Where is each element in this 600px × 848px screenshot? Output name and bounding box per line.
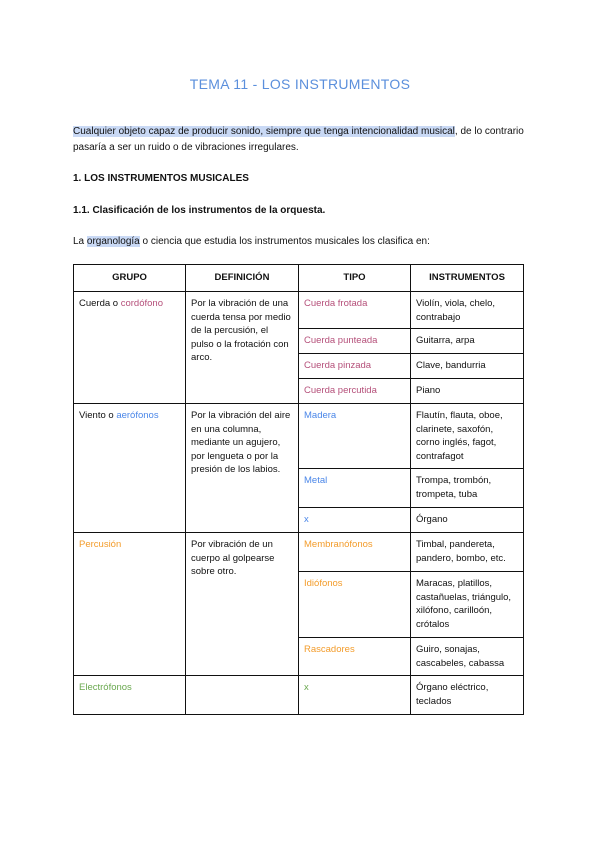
table-header-row: [74, 265, 524, 292]
highlighted-text: Cualquier objeto capaz de producir sonido, siempre que tenga intencionalidad musical: [73, 126, 455, 137]
definition-cell: Por vibración de un cuerpo al golpearse sobre otro.: [186, 533, 299, 676]
highlighted-term: organología: [86, 236, 140, 247]
lead-after: o ciencia que estudia los instrumentos musicales los clasifica en:: [139, 236, 430, 247]
type-cell: Metal: [299, 469, 411, 508]
type-cell: x: [299, 676, 411, 715]
definition-cell: [186, 676, 299, 715]
type-cell: x: [299, 508, 411, 533]
table-row: [74, 404, 524, 469]
lead-paragraph: [73, 234, 533, 250]
instruments-cell: Maracas, platillos, castañuelas, triángulo, xilófono, carilloón, crótalos: [411, 572, 524, 638]
group-prefix: Viento o: [79, 410, 117, 421]
type-cell: Madera: [299, 404, 411, 469]
instruments-cell: Órgano eléctrico, teclados: [411, 676, 524, 715]
instruments-cell: Timbal, pandereta, pandero, bombo, etc.: [411, 533, 524, 572]
type-cell: Cuerda percutida: [299, 379, 411, 404]
instruments-cell: Guiro, sonajas, cascabeles, cabassa: [411, 638, 524, 676]
type-cell: Cuerda punteada: [299, 329, 411, 354]
instruments-cell: Piano: [411, 379, 524, 404]
instruments-cell: Órgano: [411, 508, 524, 533]
definition-cell: Por la vibración del aire en una columna, mediante un agujero, por lengueta o por la presión de los labios.: [186, 404, 299, 533]
lead-before: La: [73, 236, 87, 247]
table-row: [74, 533, 524, 572]
header-instrumentos: INSTRUMENTOS: [411, 265, 524, 292]
table-row: [74, 676, 524, 715]
document-title: TEMA 11 - LOS INSTRUMENTOS: [189, 76, 411, 92]
type-cell: Rascadores: [299, 638, 411, 676]
instruments-cell: Flautín, flauta, oboe, clarinete, saxofón, corno inglés, fagot, contrafagot: [411, 404, 524, 469]
definition-cell: Por la vibración de una cuerda tensa por medio de la percusión, el pulso o la frotación con arco.: [186, 292, 299, 404]
type-cell: Membranófonos: [299, 533, 411, 572]
header-tipo: TIPO: [299, 265, 411, 292]
intro-paragraph: [73, 124, 533, 156]
instruments-cell: Violín, viola, chelo, contrabajo: [411, 292, 524, 329]
heading-1: 1. LOS INSTRUMENTOS MUSICALES: [73, 173, 249, 184]
instruments-cell: Trompa, trombón, trompeta, tuba: [411, 469, 524, 508]
type-cell: Cuerda pinzada: [299, 354, 411, 379]
group-name: cordófono: [120, 298, 163, 309]
header-grupo: GRUPO: [74, 265, 186, 292]
heading-1-1: 1.1. Clasificación de los instrumentos de la orquesta.: [73, 205, 326, 216]
header-definicion: DEFINICIÓN: [186, 265, 299, 292]
type-cell: Idiófonos: [299, 572, 411, 638]
table-row: [74, 292, 524, 329]
instruments-cell: Guitarra, arpa: [411, 329, 524, 354]
group-cell: Electrófonos: [74, 676, 186, 715]
group-cell: [74, 404, 186, 533]
group-cell: Percusión: [74, 533, 186, 676]
group-cell: [74, 292, 186, 404]
instruments-table: [73, 264, 524, 715]
group-name: aerófonos: [116, 410, 159, 421]
instruments-cell: Clave, bandurria: [411, 354, 524, 379]
type-cell: Cuerda frotada: [299, 292, 411, 329]
intro-rest: , de lo contrario pasaría a ser un ruido o de vibraciones irregulares.: [73, 126, 524, 153]
group-prefix: Cuerda o: [79, 298, 121, 309]
